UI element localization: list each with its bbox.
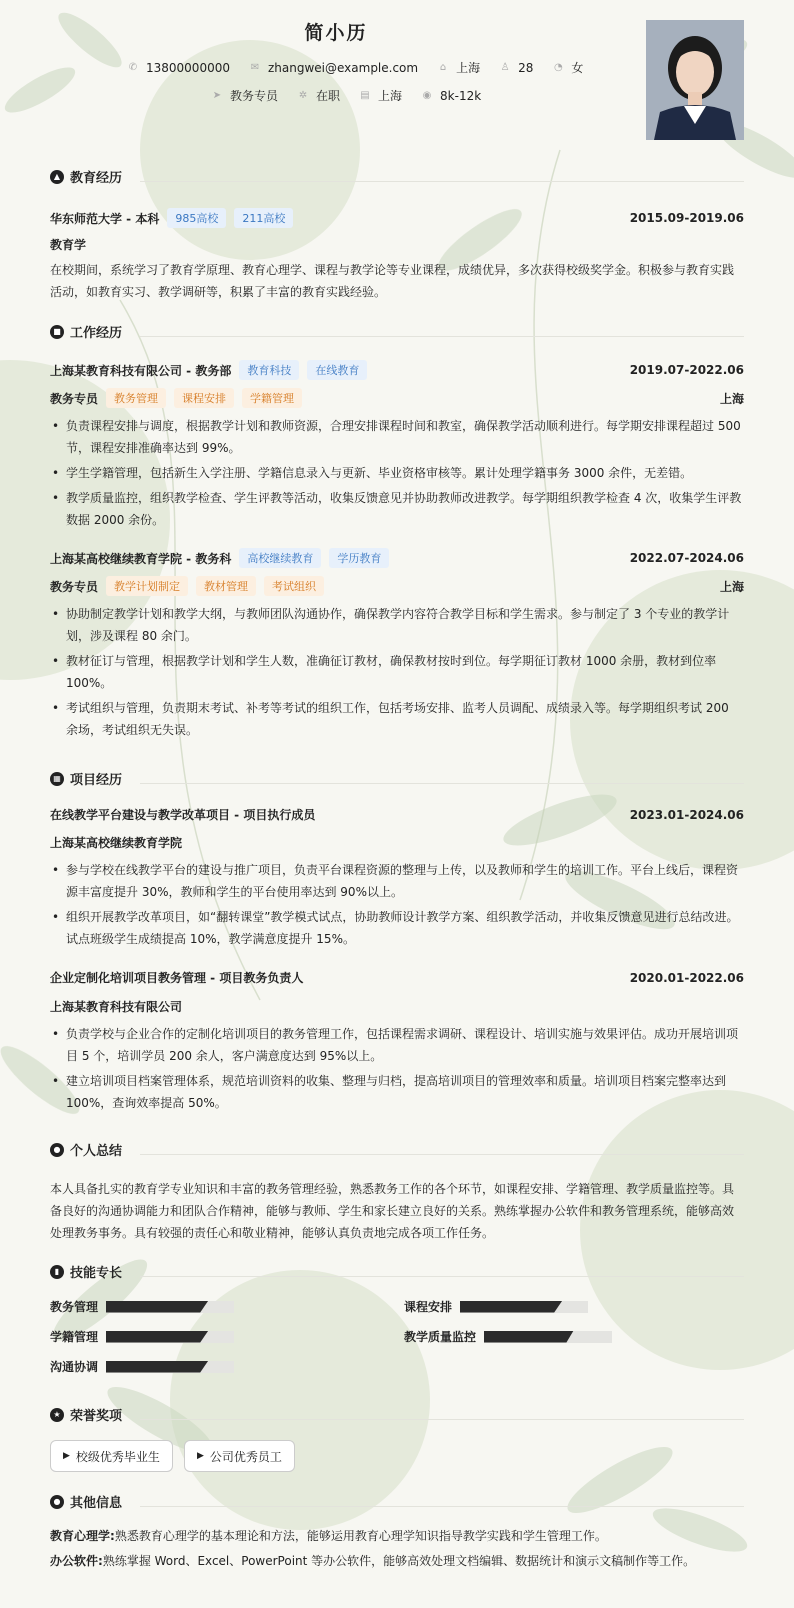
project-name: 企业定制化培训项目教务管理 - 项目教务负责人 xyxy=(50,971,304,985)
job-company: 上海某高校继续教育学院 - 教务科 xyxy=(50,551,232,566)
divider xyxy=(140,1276,744,1277)
contact-city: ⌂ 上海 xyxy=(436,59,480,76)
project-head xyxy=(50,806,744,823)
skills-section-title: ▮ 技能专长 xyxy=(50,1262,122,1281)
skill-tag: 课程安排 xyxy=(174,388,234,408)
education-date: 2015.09-2019.06 xyxy=(629,211,744,225)
intent-row xyxy=(210,87,499,104)
chart-icon: ▮ xyxy=(50,1265,64,1279)
skill-name: 课程安排 xyxy=(404,1300,453,1314)
project-bullet: • 负责学校与企业合作的定制化培训项目的教务管理工作，包括课程需求调研、课程设计、培训实施与效果评估。成功开展培训项目 5 个，培训学员 200 余人，客户满意度达到 95%以上。 xyxy=(50,1023,744,1067)
job-role-row xyxy=(50,388,744,408)
other-info-item xyxy=(50,1550,744,1572)
portrait-illustration xyxy=(646,20,744,140)
divider xyxy=(140,783,744,784)
contact-email: ✉ zhangwei@example.com xyxy=(248,61,418,75)
divider xyxy=(140,1154,744,1155)
send-icon: ➤ xyxy=(212,90,222,101)
skill-name: 沟通协调 xyxy=(50,1360,99,1374)
other-info-value: 熟悉教育心理学的基本理论和方法，能够运用教育心理学知识指导教学实践和学生管理工作。 xyxy=(114,1529,607,1543)
intent-city: ▤ 上海 xyxy=(358,87,402,104)
company-tag: 教育科技 xyxy=(239,360,299,380)
job-date: 2019.07-2022.06 xyxy=(629,363,744,377)
graduation-cap-icon: ▲ xyxy=(50,170,64,184)
honor-item: ▶ 公司优秀员工 xyxy=(184,1440,295,1472)
skill-bar-fill xyxy=(460,1301,562,1313)
skill-name: 教务管理 xyxy=(50,1300,99,1314)
school-tag: 985高校 xyxy=(167,208,226,228)
work-section-title: ■ 工作经历 xyxy=(50,322,122,341)
skill-bar-fill xyxy=(106,1361,208,1373)
contact-row xyxy=(126,59,601,76)
home-icon: ⌂ xyxy=(439,62,447,73)
gender-icon: ◔ xyxy=(554,62,563,73)
intent-salary: ◉ 8k-12k xyxy=(420,89,481,103)
project-head xyxy=(50,969,744,986)
honor-item: ▶ 校级优秀毕业生 xyxy=(50,1440,173,1472)
skill-item xyxy=(50,1298,234,1315)
skill-item xyxy=(404,1328,612,1345)
job-head xyxy=(50,548,744,568)
skill-name: 学籍管理 xyxy=(50,1330,99,1344)
contact-age: ♙ 28 xyxy=(498,61,533,75)
skill-bar xyxy=(460,1301,588,1313)
project-bullet: • 参与学校在线教学平台的建设与推广项目，负责平台课程资源的整理与上传，以及教师和学生的培训工作。平台上线后，课程资源丰富度提升 30%，教师和学生的平台使用率达到 90%以上。 xyxy=(50,859,744,903)
salary-icon: ◉ xyxy=(422,90,432,101)
job-bullet: • 教材征订与管理，根据教学计划和学生人数，准确征订教材，确保教材按时到位。每学期征订教材 1000 余册，教材到位率 100%。 xyxy=(50,650,744,694)
skill-bar-fill xyxy=(106,1331,208,1343)
company-tag: 高校继续教育 xyxy=(239,548,321,568)
phone-icon: ✆ xyxy=(128,62,138,73)
job-role: 教务专员 xyxy=(50,391,99,406)
major: 教育学 xyxy=(50,238,87,252)
education-section-title: ▲ 教育经历 xyxy=(50,167,122,186)
job-bullet: • 协助制定教学计划和教学大纲，与教师团队沟通协作，确保教学内容符合教学目标和学生需求。参与制定了 3 个专业的教学计划，涉及课程 80 余门。 xyxy=(50,603,744,647)
skill-bar-fill xyxy=(106,1301,208,1313)
job-bullet: • 学生学籍管理，包括新生入学注册、学籍信息录入与更新、毕业资格审核等。累计处理学籍事务 3000 余件，无差错。 xyxy=(50,462,744,484)
candidate-name: 简小历 xyxy=(304,22,368,44)
skill-tag: 教材管理 xyxy=(196,576,256,596)
other-info-item xyxy=(50,1525,744,1547)
job-role-row xyxy=(50,576,744,596)
project-date: 2023.01-2024.06 xyxy=(629,807,744,822)
skill-item xyxy=(50,1328,234,1345)
building-icon: ▤ xyxy=(360,90,370,101)
status-icon: ✲ xyxy=(298,90,308,101)
skill-tag: 教务管理 xyxy=(106,388,166,408)
other-info-value: 熟练掌握 Word、Excel、PowerPoint 等办公软件，能够高效处理文档编辑、数据统计和演示文稿制作等工作。 xyxy=(102,1554,696,1568)
skill-item xyxy=(50,1358,234,1375)
education-description: 在校期间，系统学习了教育学原理、教育心理学、课程与教学论等专业课程，成绩优异，多次获得校级奖学金。积极参与教育实践活动，如教育实习、教学调研等，积累了丰富的教育实践经验。 xyxy=(50,263,735,299)
skill-bar xyxy=(106,1361,234,1373)
divider xyxy=(140,181,744,182)
avatar-photo xyxy=(646,20,744,140)
award-icon: ★ xyxy=(50,1408,64,1422)
skill-bar xyxy=(106,1331,234,1343)
contact-phone: ✆ 13800000000 xyxy=(126,61,230,75)
grid-icon: ▦ xyxy=(50,772,64,786)
divider xyxy=(140,336,744,337)
divider xyxy=(140,1419,744,1420)
intent-position: ➤ 教务专员 xyxy=(210,87,278,104)
skill-item xyxy=(404,1298,588,1315)
skill-tag: 学籍管理 xyxy=(242,388,302,408)
user-icon: ● xyxy=(50,1143,64,1157)
company-tag: 学历教育 xyxy=(329,548,389,568)
job-location: 上海 xyxy=(719,579,744,594)
job-date: 2022.07-2024.06 xyxy=(629,551,744,565)
project-org: 上海某教育科技有限公司 xyxy=(50,1000,183,1014)
other-section-title: ● 其他信息 xyxy=(50,1492,122,1511)
play-triangle-icon: ▶ xyxy=(63,1451,70,1461)
job-bullet: • 教学质量监控，组织教学检查、学生评教等活动，收集反馈意见并协助教师改进教学。每学期组织教学检查 4 次，收集学生评教数据 2000 余份。 xyxy=(50,487,744,531)
project-name: 在线教学平台建设与教学改革项目 - 项目执行成员 xyxy=(50,808,316,822)
other-info-key: 教育心理学: xyxy=(50,1529,115,1543)
summary-section-title: ● 个人总结 xyxy=(50,1140,122,1159)
job-location: 上海 xyxy=(719,391,744,406)
school-name: 华东师范大学 - 本科 xyxy=(50,211,160,226)
honors-section-title: ★ 荣誉奖项 xyxy=(50,1405,122,1424)
briefcase-icon: ■ xyxy=(50,325,64,339)
job-role: 教务专员 xyxy=(50,579,99,594)
skill-bar-fill xyxy=(484,1331,574,1343)
job-bullet: • 考试组织与管理，负责期末考试、补考等考试的组织工作，包括考场安排、监考人员调配、成绩录入等。每学期组织考试 200 余场，考试组织无失误。 xyxy=(50,697,744,741)
skill-name: 教学质量监控 xyxy=(404,1330,477,1344)
company-tag: 在线教育 xyxy=(307,360,367,380)
contact-gender: ◔ 女 xyxy=(551,59,583,76)
project-date: 2020.01-2022.06 xyxy=(629,970,744,985)
summary-text: 本人具备扎实的教育学专业知识和丰富的教务管理经验，熟悉教务工作的各个环节，如课程安排、学籍管理、教学质量监控等。具备良好的沟通协调能力和团队合作精神，能够与教师、学生和家长建立良好的关系。熟练掌握办公软件和教务管理系统，能够高效处理教务事务。具有较强的责任心和敬业精神，能够认真负责地完成各项工作任务。 xyxy=(50,1182,735,1240)
info-icon: ● xyxy=(50,1495,64,1509)
age-icon: ♙ xyxy=(500,62,510,73)
project-org: 上海某高校继续教育学院 xyxy=(50,836,183,850)
projects-section-title: ▦ 项目经历 xyxy=(50,769,122,788)
education-head xyxy=(50,208,744,228)
job-head xyxy=(50,360,744,380)
project-bullet: • 建立培训项目档案管理体系，规范培训资料的收集、整理与归档，提高培训项目的管理效率和质量。培训项目档案完整率达到 100%，查询效率提高 50%。 xyxy=(50,1070,744,1114)
mail-icon: ✉ xyxy=(250,62,260,73)
intent-status: ✲ 在职 xyxy=(296,87,340,104)
job-company: 上海某教育科技有限公司 - 教务部 xyxy=(50,363,232,378)
skill-bar xyxy=(484,1331,612,1343)
project-bullet: • 组织开展教学改革项目，如“翻转课堂”教学模式试点，协助教师设计教学方案、组织教学活动，并收集反馈意见进行总结改进。试点班级学生成绩提高 10%，教学满意度提升 15%。 xyxy=(50,906,744,950)
skill-tag: 教学计划制定 xyxy=(106,576,188,596)
play-triangle-icon: ▶ xyxy=(197,1451,204,1461)
school-tag: 211高校 xyxy=(234,208,293,228)
job-bullet: • 负责课程安排与调度，根据教学计划和教师资源，合理安排课程时间和教室，确保教学活动顺利进行。每学期安排课程超过 500 节，课程安排准确率达到 99%。 xyxy=(50,415,744,459)
divider xyxy=(140,1506,744,1507)
skill-bar xyxy=(106,1301,234,1313)
other-info-key: 办公软件: xyxy=(50,1554,103,1568)
skill-tag: 考试组织 xyxy=(264,576,324,596)
